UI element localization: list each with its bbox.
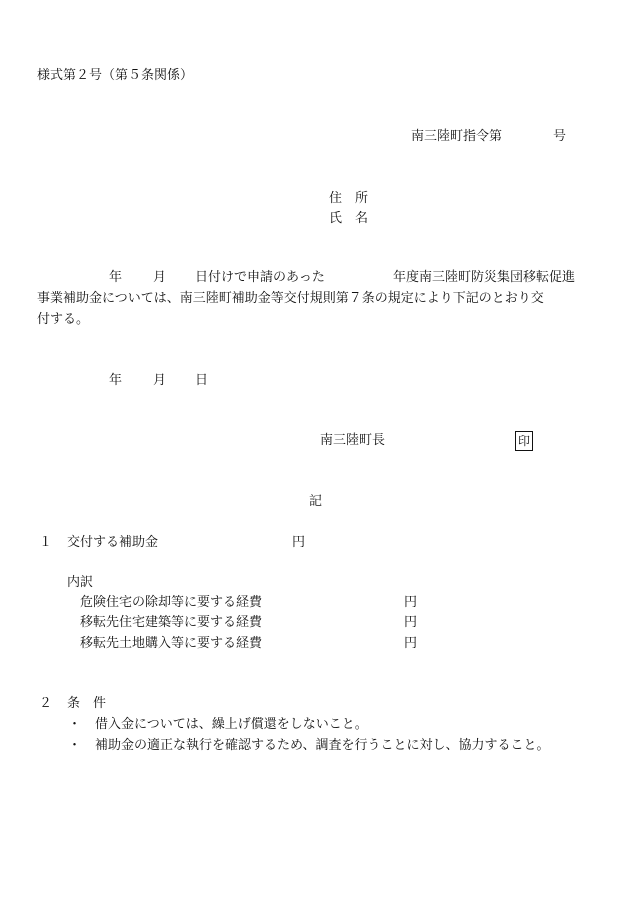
date-month: 月 bbox=[153, 373, 167, 388]
section-2-number: ２ bbox=[39, 696, 53, 711]
body-month: 月 bbox=[153, 270, 167, 285]
address-label: 住 所 bbox=[329, 191, 369, 206]
body-application: 日付けで申請のあった bbox=[195, 270, 325, 285]
breakdown-item-label: 危険住宅の除却等に要する経費 bbox=[80, 595, 263, 610]
order-number-suffix: 号 bbox=[553, 129, 567, 144]
date-year: 年 bbox=[109, 373, 123, 388]
breakdown-item-unit: 円 bbox=[404, 636, 418, 651]
body-fiscal-year: 年度南三陸町防災集団移転促進 bbox=[393, 270, 576, 285]
breakdown-item-label: 移転先土地購入等に要する経費 bbox=[80, 636, 263, 651]
bullet: ・ bbox=[68, 717, 82, 732]
section-1-title: 交付する補助金 bbox=[67, 535, 159, 550]
condition-item: 借入金については、繰上げ償還をしないこと。 bbox=[95, 717, 368, 732]
breakdown-item-unit: 円 bbox=[404, 615, 418, 630]
body-year: 年 bbox=[109, 270, 123, 285]
section-2-title: 条 件 bbox=[67, 696, 107, 711]
section-1-number: １ bbox=[39, 535, 53, 550]
body-line-3: 付する。 bbox=[37, 312, 90, 327]
breakdown-label: 内訳 bbox=[67, 575, 94, 590]
breakdown-item-label: 移転先住宅建築等に要する経費 bbox=[80, 615, 263, 630]
name-label: 氏 名 bbox=[329, 211, 369, 226]
order-number-prefix: 南三陸町指令第 bbox=[411, 129, 503, 144]
condition-item: 補助金の適正な執行を確認するため、調査を行うことに対し、協力すること。 bbox=[95, 738, 550, 753]
section-1-unit: 円 bbox=[292, 535, 306, 550]
bullet: ・ bbox=[68, 738, 82, 753]
record-label: 記 bbox=[309, 494, 323, 509]
breakdown-item-unit: 円 bbox=[404, 595, 418, 610]
issuer: 南三陸町長 bbox=[320, 433, 386, 448]
date-day: 日 bbox=[195, 373, 209, 388]
form-number: 様式第２号（第５条関係） bbox=[37, 68, 194, 83]
body-line-2: 事業補助金については、南三陸町補助金等交付規則第７条の規定により下記のとおり交 bbox=[37, 291, 544, 306]
seal-box: 印 bbox=[515, 431, 533, 451]
